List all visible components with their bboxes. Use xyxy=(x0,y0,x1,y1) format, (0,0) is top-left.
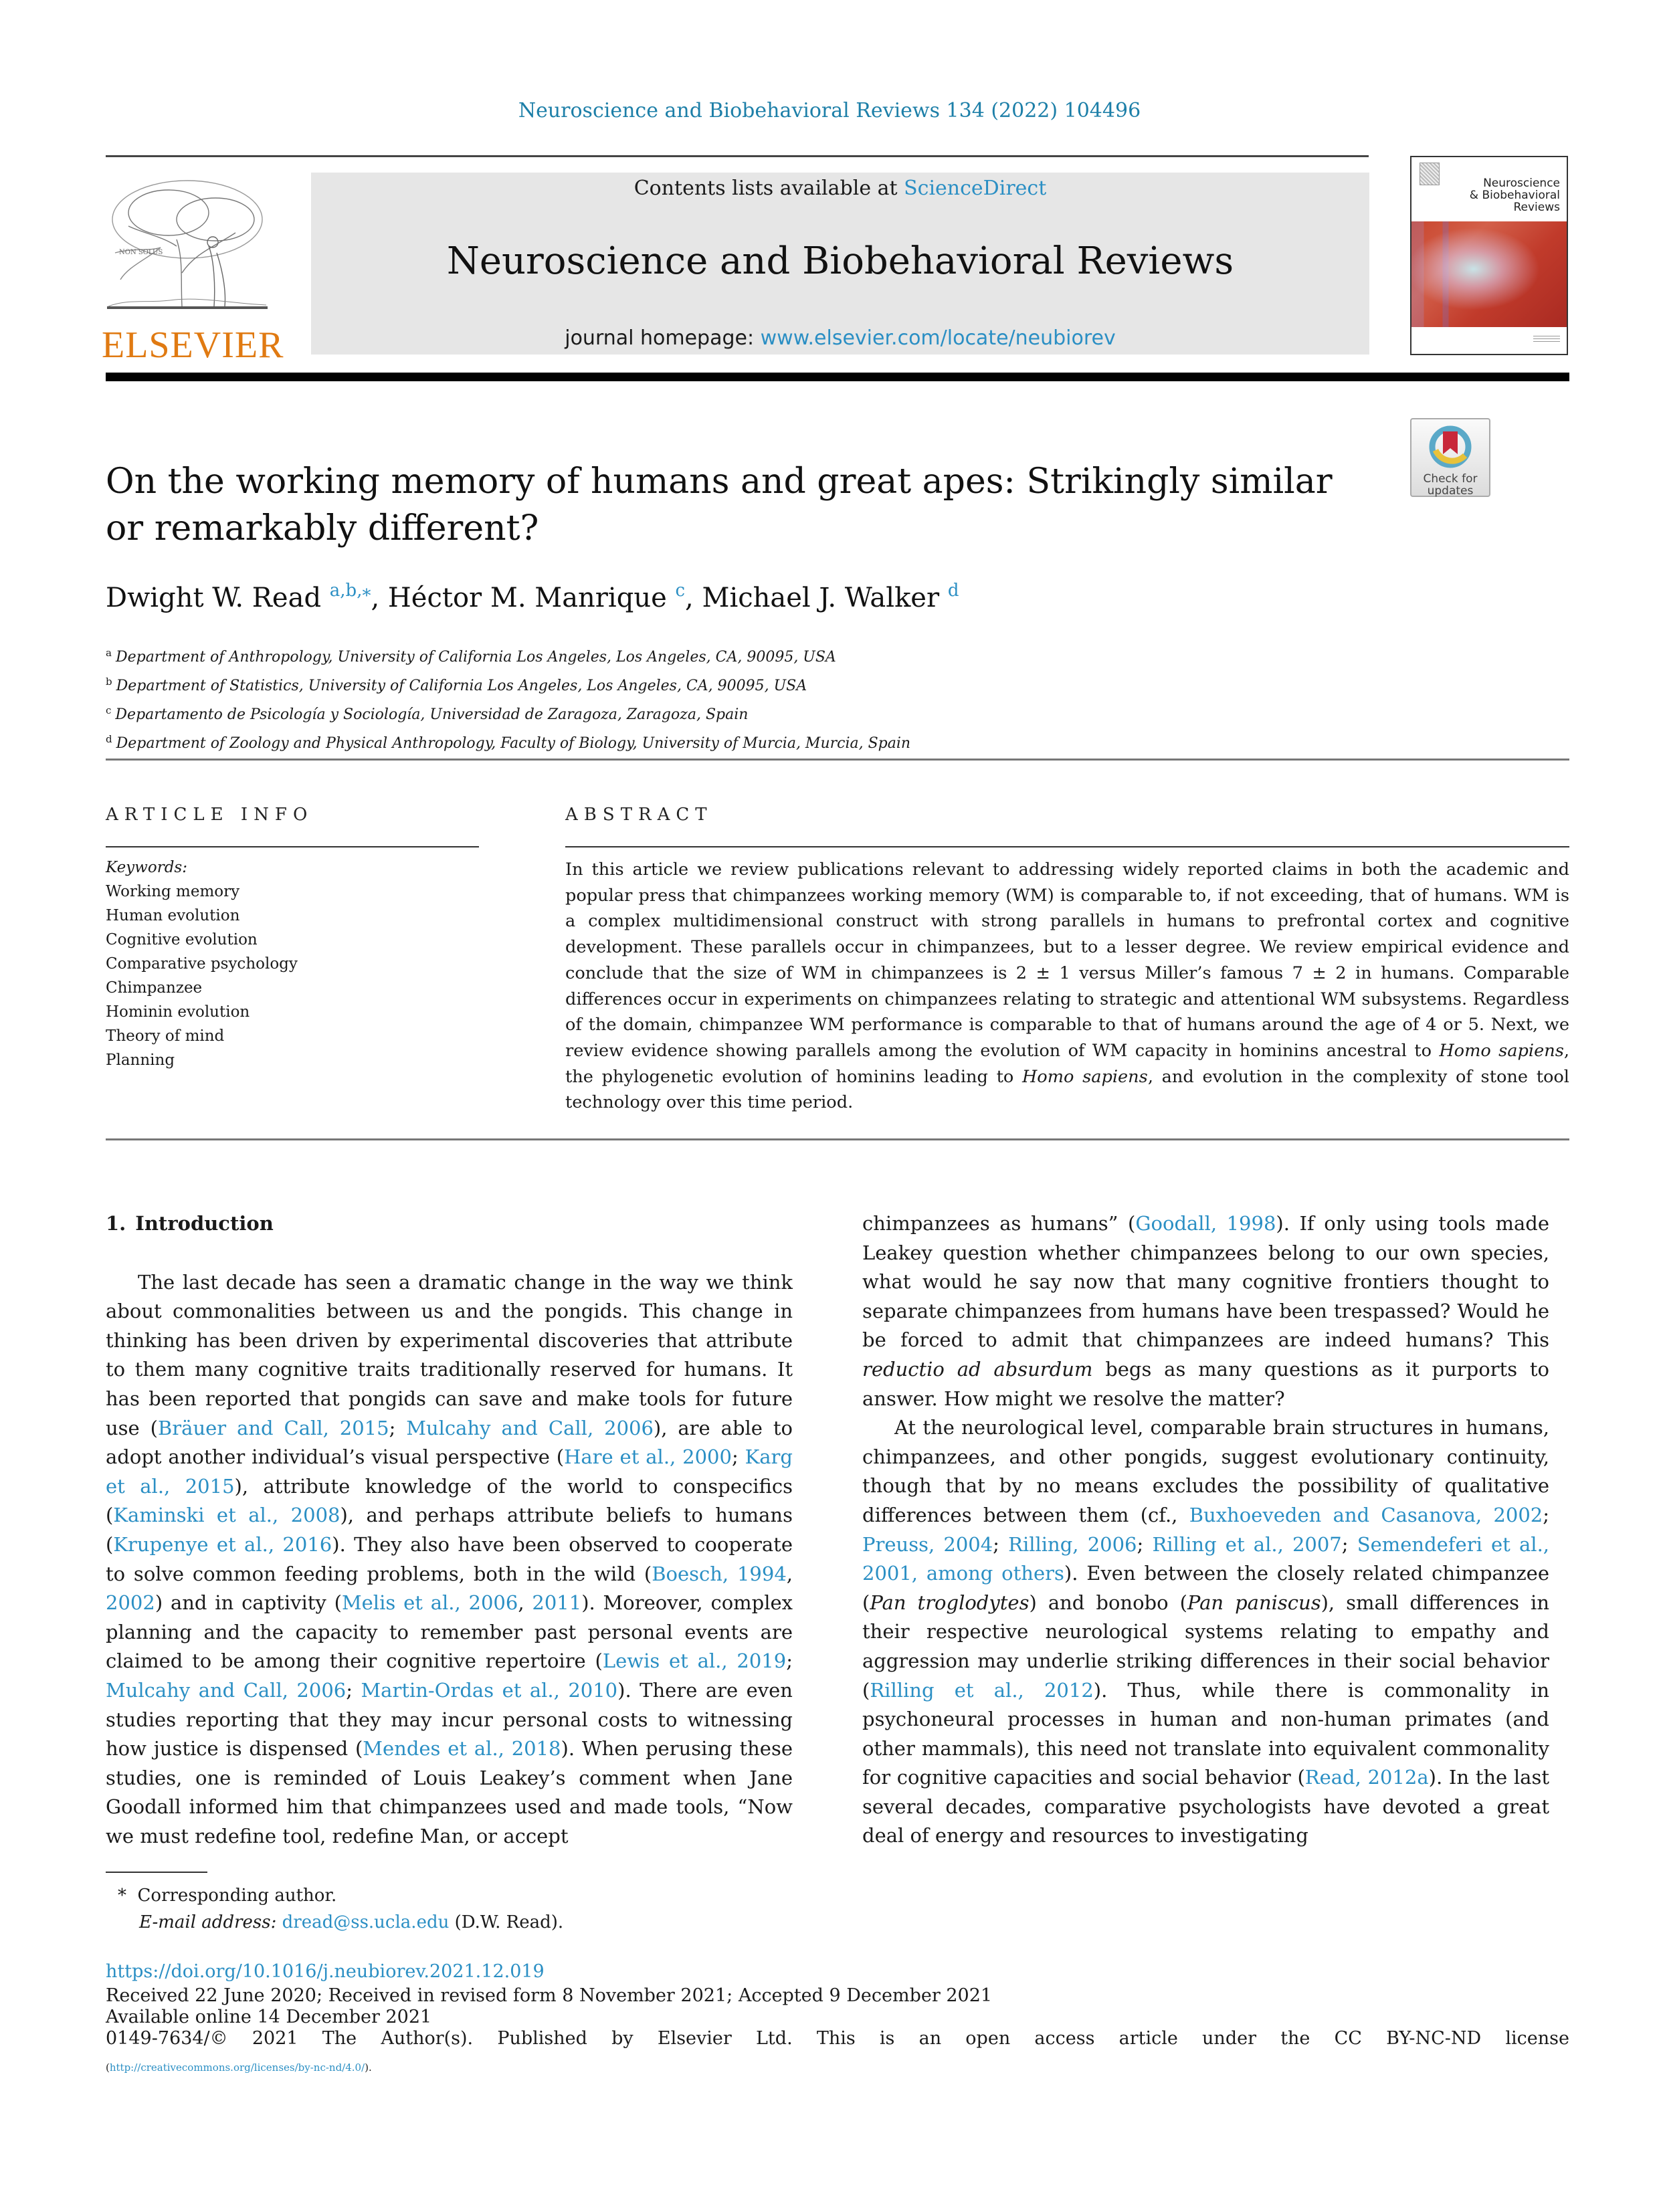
body-column-right xyxy=(862,1209,1549,1851)
elsevier-tree-logo-icon xyxy=(102,173,273,321)
abstract-text: In this article we review publications relevant to addressing widely reported claims in both the academic and popular press that chimpanzees working memory (WM) is comparable to, if not exceeding, that of humans. WM is a complex multidimensional construct with strong parallels in humans to prefrontal cortex and cognitive development. These parallels occur in chimpanzees, but to a lesser degree. We review empirical evidence and conclude that the size of WM in chimpanzees is 2 ± 1 versus Miller’s famous 7 ± 2 in humans. Comparable differences occur in experiments on chimpanzees relating to strategic and attentional WM subsystems. Regardless of the domain, chimpanzee WM performance is comparable to that of humans around the age of 4 or 5. Next, we review evidence showing parallels among the evolution of WM capacity in hominins ancestral to Homo sapiens, the phylogenetic evolution of hominins leading to Homo sapiens, and evolution in the complexity of stone tool technology over this time period. xyxy=(565,860,1569,1113)
keyword-item[interactable]: Chimpanzee xyxy=(106,979,203,997)
author-affiliation-marks[interactable]: c xyxy=(675,581,686,601)
keyword-item[interactable]: Cognitive evolution xyxy=(106,931,258,948)
doi-link[interactable]: https://doi.org/10.1016/j.neubiorev.2021.12.019 xyxy=(106,1961,545,1982)
citation-link[interactable]: Kaminski et al., 2008 xyxy=(113,1504,340,1527)
author-name[interactable]: Dwight W. Read xyxy=(106,583,322,613)
keyword-item[interactable]: Comparative psychology xyxy=(106,955,298,973)
journal-masthead xyxy=(311,173,1369,355)
keyword-item[interactable]: Working memory xyxy=(106,883,240,900)
citation-link[interactable]: Bräuer and Call, 2015 xyxy=(157,1416,389,1439)
affiliation-item: $^a$ Department of Anthropology, University of California Los Angeles, Los Angeles, CA, 90095, USA xyxy=(106,647,836,666)
available-online: Available online 14 December 2021 xyxy=(106,2007,432,2027)
body-paragraph: At the neurological level, comparable brain structures in humans, chimpanzees, and other pongids, suggest evolutionary continuity, though that by no means excludes the possibility of qualitative differences between them (cf., Buxhoeveden and Casanova, 2002; Preuss, 2004; Rilling, 2006; Rilling et al., 2007; Semendeferi et al., 2001, among others). Even between the closely related chimpanzee (Pan troglodytes) and bonobo (Pan paniscus), small differences in their respective neurological systems relating to empathy and aggression may underlie striking differences in their social behavior (Rilling et al., 2012). Thus, while there is commonality in psychoneural processes in human and non-human primates (and other mammals), this need not translate into equivalent commonality for cognitive capacities and social behavior (Read, 2012a). In the last several decades, comparative psychologists have devoted a great deal of energy and resources to investigating xyxy=(862,1416,1550,1847)
cover-artwork xyxy=(1411,221,1567,327)
body-paragraph: chimpanzees as humans” (Goodall, 1998). If only using tools made Leakey question whether chimpanzees belong to our own species, what would he say now that many cognitive frontiers thought to separate chimpanzees from humans have been trespassed? Would he be forced to admit that chimpanzees are indeed humans? This reductio ad absurdum begs as many questions as it purports to answer. How might we resolve the matter? xyxy=(862,1212,1550,1410)
keywords-label: Keywords: xyxy=(106,859,187,876)
article-title: On the working memory of humans and great apes: Strikingly similar or remarkably different? xyxy=(106,462,1333,548)
affiliation-item: $^b$ Department of Statistics, University of California Los Angeles, Los Angeles, CA, 90095, USA xyxy=(106,676,807,694)
citation-link[interactable]: Goodall, 1998 xyxy=(1135,1212,1276,1235)
keyword-item[interactable]: Human evolution xyxy=(106,907,240,924)
keyword-item[interactable]: Hominin evolution xyxy=(106,1003,250,1021)
article-info-rule xyxy=(106,846,479,847)
author-list: Dwight W. Read $^{a,b,⁎}$, Héctor M. Manrique $^c$, Michael J. Walker $^d$ xyxy=(106,581,959,613)
journal-homepage-link[interactable]: www.elsevier.com/locate/neubiorev xyxy=(760,326,1116,350)
footnote-rule xyxy=(106,1872,207,1873)
homepage-prefix: journal homepage: xyxy=(565,326,761,350)
svg-text:NON SOLUS: NON SOLUS xyxy=(119,249,163,256)
citation-link[interactable]: Melis et al., 2006 xyxy=(341,1591,518,1615)
citation-link[interactable]: Mulcahy and Call, 2006 xyxy=(406,1416,654,1439)
citation-link[interactable]: Rilling et al., 2012 xyxy=(870,1678,1094,1702)
affiliation-item: $^d$ Department of Zoology and Physical Anthropology, Faculty of Biology, University of Murcia, Murcia, Spain xyxy=(106,733,911,752)
journal-cover-thumbnail[interactable] xyxy=(1410,156,1568,355)
article-history: Received 22 June 2020; Received in revised form 8 November 2021; Accepted 9 December 2021 xyxy=(106,1985,993,2006)
citation-link[interactable]: 2011 xyxy=(532,1591,582,1615)
author-name[interactable]: Héctor M. Manrique xyxy=(387,583,667,613)
header-divider xyxy=(106,155,1369,157)
abstract-panel xyxy=(565,805,1569,1116)
cover-elsevier-icon xyxy=(1420,163,1440,185)
author-affiliation-marks[interactable]: d xyxy=(947,581,959,601)
license-link[interactable]: http://creativecommons.org/licenses/by-nc-nd/4.0/ xyxy=(109,2062,365,2074)
corresponding-author-note: * Corresponding author. xyxy=(118,1886,337,1906)
cover-title: Neuroscience & Biobehavioral Reviews xyxy=(1469,177,1560,214)
email-link[interactable]: dread@ss.ucla.edu xyxy=(282,1912,450,1932)
affiliation-list xyxy=(106,641,910,756)
citation-link[interactable]: Rilling et al., 2007 xyxy=(1152,1532,1342,1556)
article-info-panel xyxy=(106,805,480,1072)
elsevier-logo[interactable] xyxy=(102,173,284,366)
contents-prefix: Contents lists available at xyxy=(633,177,904,200)
contents-line xyxy=(311,177,1369,200)
author-name[interactable]: Michael J. Walker xyxy=(702,583,940,613)
citation-link[interactable]: Buxhoeveden and Casanova, 2002 xyxy=(1189,1503,1543,1526)
citation-link[interactable]: Krupenye et al., 2016 xyxy=(113,1532,332,1556)
citation-link[interactable]: Mulcahy and Call, 2006 xyxy=(106,1678,347,1702)
citation-link[interactable]: Lewis et al., 2019 xyxy=(602,1649,787,1673)
citation-link[interactable]: Read, 2012a xyxy=(1304,1766,1429,1789)
citation-link[interactable]: 2002 xyxy=(106,1591,155,1615)
article-info-heading: ARTICLE INFO xyxy=(106,805,314,825)
publisher-wordmark: ELSEVIER xyxy=(102,324,284,366)
citation-link[interactable]: Hare et al., 2000 xyxy=(564,1445,732,1469)
journal-name: Neuroscience and Biobehavioral Reviews xyxy=(446,239,1234,283)
email-note: E-mail address: dread@ss.ucla.edu (D.W. Read). xyxy=(139,1912,564,1932)
citation-link[interactable]: Rilling, 2006 xyxy=(1008,1532,1137,1556)
citation-link[interactable]: Martin-Ordas et al., 2010 xyxy=(361,1678,618,1702)
citation-link[interactable]: Preuss, 2004 xyxy=(862,1532,993,1556)
citation-link[interactable]: Karg et al., 2015 xyxy=(106,1445,793,1498)
citation-link[interactable]: Mendes et al., 2018 xyxy=(363,1737,561,1761)
body-column-left xyxy=(106,1209,793,1851)
homepage-line xyxy=(311,326,1369,350)
abstract-rule xyxy=(565,846,1569,847)
abstract-heading: ABSTRACT xyxy=(565,805,713,825)
license-url-line: (http://creativecommons.org/licenses/by-nc-nd/4.0/). xyxy=(106,2062,372,2074)
abstract-divider xyxy=(106,1138,1569,1140)
running-header[interactable]: Neuroscience and Biobehavioral Reviews 134 (2022) 104496 xyxy=(518,99,1141,122)
crossmark-bookmark-icon xyxy=(1427,423,1474,470)
citation-link[interactable]: Boesch, 1994 xyxy=(652,1562,787,1585)
author-affiliation-marks[interactable]: a,b,⁎ xyxy=(329,581,371,601)
citation-link[interactable]: Semendeferi et al., 2001, among others xyxy=(862,1532,1550,1585)
check-for-updates-button[interactable]: Check for updates xyxy=(1410,418,1490,497)
sciencedirect-link[interactable]: ScienceDirect xyxy=(904,177,1047,200)
body-paragraph: The last decade has seen a dramatic change in the way we think about commonalities between us and the pongids. This change in thinking has been driven by experimental discoveries that attribute to them many cognitive traits traditionally reserved for humans. It has been reported that pongids can save and make tools for future use (Bräuer and Call, 2015; Mulcahy and Call, 2006), are able to adopt another individual’s visual perspective (Hare et al., 2000; Karg et al., 2015), attribute knowledge of the world to conspecifics (Kaminski et al., 2008), and perhaps attribute beliefs to humans (Krupenye et al., 2016). They also have been observed to cooperate to solve common feeding problems, both in the wild (Boesch, 1994, 2002) and in captivity (Melis et al., 2006, 2011). Moreover, complex planning and the capacity to remember past personal events are claimed to be among their cognitive repertoire (Lewis et al., 2019; Mulcahy and Call, 2006; Martin-Ordas et al., 2010). There are even studies reporting that they may incur personal costs to witnessing how justice is dispensed (Mendes et al., 2018). When perusing these studies, one is reminded of Louis Leakey’s comment when Jane Goodall informed him that chimpanzees used and made tools, “Now we must redefine tool, redefine Man, or accept xyxy=(106,1270,793,1847)
affiliations-divider xyxy=(106,759,1569,761)
copyright-license-line: 0149-7634/© 2021 The Author(s). Published by Elsevier Ltd. This is an open access article under the CC BY-NC-ND license xyxy=(106,2028,1569,2049)
cover-editor-credit xyxy=(1533,334,1560,342)
keyword-item[interactable]: Planning xyxy=(106,1051,175,1069)
masthead-thick-rule xyxy=(106,373,1569,381)
affiliation-item: $^c$ Departamento de Psicología y Sociología, Universidad de Zaragoza, Zaragoza, Spain xyxy=(106,704,749,723)
section-heading-introduction: 1. Introduction xyxy=(106,1212,274,1235)
keyword-item[interactable]: Theory of mind xyxy=(106,1027,225,1045)
